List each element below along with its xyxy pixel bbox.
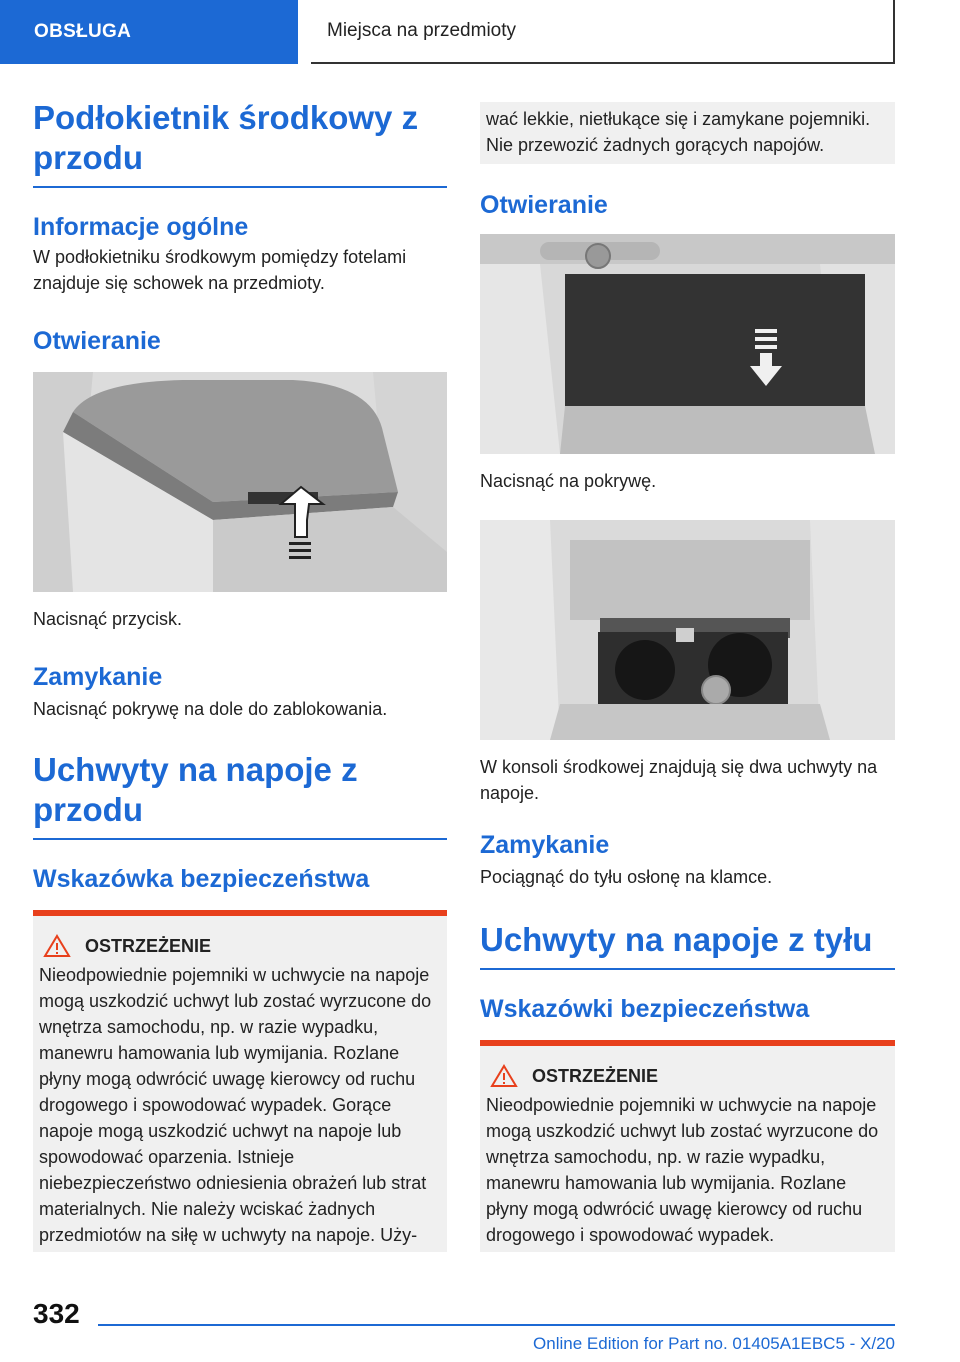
warning-box-front bbox=[33, 910, 447, 1252]
chapter-title: Miejsca na przedmioty bbox=[311, 0, 895, 64]
armrest-illustration bbox=[33, 372, 447, 592]
general-info-text: W podłokietniku środkowym pomiędzy fotelami znajduje się schowek na przedmioty. bbox=[33, 247, 407, 293]
warning-header-rear bbox=[486, 1064, 889, 1088]
warning-header bbox=[39, 934, 441, 958]
cupholder-cover-illustration bbox=[480, 234, 895, 454]
left-column bbox=[33, 98, 447, 1252]
heading-safety-notes: Wskazówki bezpieczeństwa bbox=[480, 995, 810, 1023]
heading-closing: Zamykanie bbox=[33, 663, 163, 691]
warning-continuation bbox=[480, 102, 895, 164]
caption-press-cover: Nacisnąć na pokrywę. bbox=[480, 471, 657, 491]
section-title-rear-cupholders: Uchwyty na napoje z tyłu bbox=[480, 920, 895, 970]
closing-text: Nacisnąć pokrywę na dole do zablokowania. bbox=[33, 699, 388, 719]
section-title-armrest: Podłokietnik środkowy z przodu bbox=[33, 98, 447, 188]
closing-cupholder-text: Pociągnąć do tyłu osłonę na klamce. bbox=[480, 867, 773, 887]
warning-label: OSTRZEŻENIE bbox=[85, 935, 212, 956]
section-tab: OBSŁUGA bbox=[0, 0, 298, 64]
caption-press-button: Nacisnąć przycisk. bbox=[33, 609, 183, 629]
warning-text-rear: Nieodpowiednie pojemniki w uchwycie na napoje mogą uszkodzić uchwyt lub zostać wyrzucone do wnętrza samochodu, np. w razie wypadku, manewru hamowania lub wymijania. Rozlane płyny mogą odwrócić uwagę kierowcy od ruchu drogowego i spowodować wypadek. bbox=[486, 1095, 879, 1245]
footer-divider bbox=[98, 1324, 895, 1326]
warning-box-rear bbox=[480, 1040, 895, 1252]
heading-opening: Otwieranie bbox=[33, 327, 161, 355]
warning-triangle-icon bbox=[43, 934, 71, 958]
right-column bbox=[480, 102, 895, 1252]
heading-closing-cupholder: Zamykanie bbox=[480, 831, 610, 859]
warning-label-rear: OSTRZEŻENIE bbox=[532, 1065, 659, 1086]
caption-two-cupholders: W konsoli środkowej znajdują się dwa uchwyty na napoje. bbox=[480, 757, 878, 803]
heading-opening-cupholder: Otwieranie bbox=[480, 191, 608, 219]
warning-text-front: Nieodpowiednie pojemniki w uchwycie na napoje mogą uszkodzić uchwyt lub zostać wyrzucone do wnętrza samochodu, np. w razie wypadku, manewru hamowania lub wymijania. Rozlane płyny mogą odwrócić uwagę kierowcy od ruchu drogowego i spowodować wypadek. Gorące napoje mogą uszkodzić uchwyt na napoje lub spowodować oparzenia. Istnieje niebezpieczeństwo odniesienia obrażeń lub strat materialnych. Nie należy wciskać żadnych przedmiotów na siłę w uchwyty na napoje. Uży- bbox=[39, 965, 432, 1245]
page-number: 332 bbox=[33, 1298, 80, 1329]
footer-edition: Online Edition for Part no. 01405A1EBC5 - X/20 bbox=[533, 1334, 895, 1353]
cupholders-open-illustration bbox=[480, 520, 895, 740]
warning-continuation-text: wać lekkie, nietłukące się i zamykane pojemniki. Nie przewozić żadnych gorących napojów. bbox=[486, 109, 871, 155]
heading-general-info: Informacje ogólne bbox=[33, 213, 249, 241]
heading-safety-note: Wskazówka bezpieczeństwa bbox=[33, 865, 370, 893]
section-title-front-cupholders: Uchwyty na napoje z przodu bbox=[33, 750, 447, 840]
warning-triangle-icon bbox=[490, 1064, 518, 1088]
